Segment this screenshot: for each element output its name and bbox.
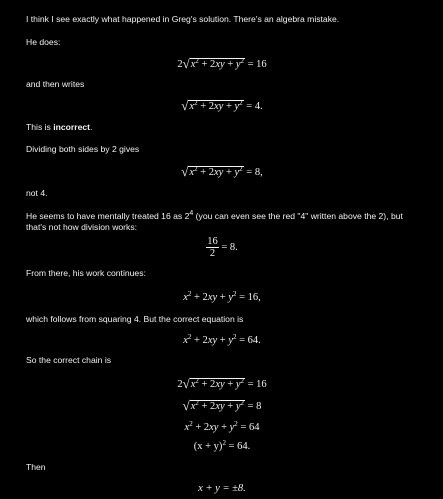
final-equation: x + y = ±8. xyxy=(198,483,246,494)
then-text: Then xyxy=(26,462,46,472)
equation-3: $√x^2 + 2xy + y^2 = 8$, xyxy=(181,164,263,179)
so-correct-text: So the correct chain is xyxy=(26,355,112,365)
equation-5: $x^2 + 2xy + y^2 = 16$, xyxy=(183,290,261,303)
equation-6: $x^2 + 2xy + y^2 = 64$. xyxy=(183,333,261,346)
equation-1: $2√x^2 + 2xy + y^2 = 16$ xyxy=(177,56,267,71)
chain-step-2: $√x^2 + 2xy + y^2 = 8$ xyxy=(182,398,262,413)
dividing-text: Dividing both sides by 2 gives xyxy=(26,144,140,154)
equation-4: $\frac{16}{2}$ = 8. xyxy=(207,236,238,259)
he-does-text: He does: xyxy=(26,37,61,47)
intro-text: I think I see exactly what happened in Greg's solution. There's an algebra mistake. xyxy=(26,14,340,24)
equation-2: $√x^2 + 2xy + y^2 = 4$. xyxy=(181,98,263,113)
not-4-text: not 4. xyxy=(26,188,48,198)
mentally-text: He seems to have mentally treated 16 as $2^4$ (you can even see the red "4" written above the 2), but that's not how division works: xyxy=(26,210,403,232)
and-then-text: and then writes xyxy=(26,79,85,89)
which-follows-text: which follows from squaring 4. But the correct equation is xyxy=(26,314,244,324)
chain-step-1: $2√x^2 + 2xy + y^2 = 16$ xyxy=(177,376,267,391)
chain-step-3: $x^2 + 2xy + y^2 = 64$ xyxy=(184,420,260,433)
from-there-text: From there, his work continues: xyxy=(26,268,146,278)
incorrect-text: This is incorrect. xyxy=(26,122,93,132)
chain-step-4: $(x + y)^2 = 64$. xyxy=(193,439,251,452)
